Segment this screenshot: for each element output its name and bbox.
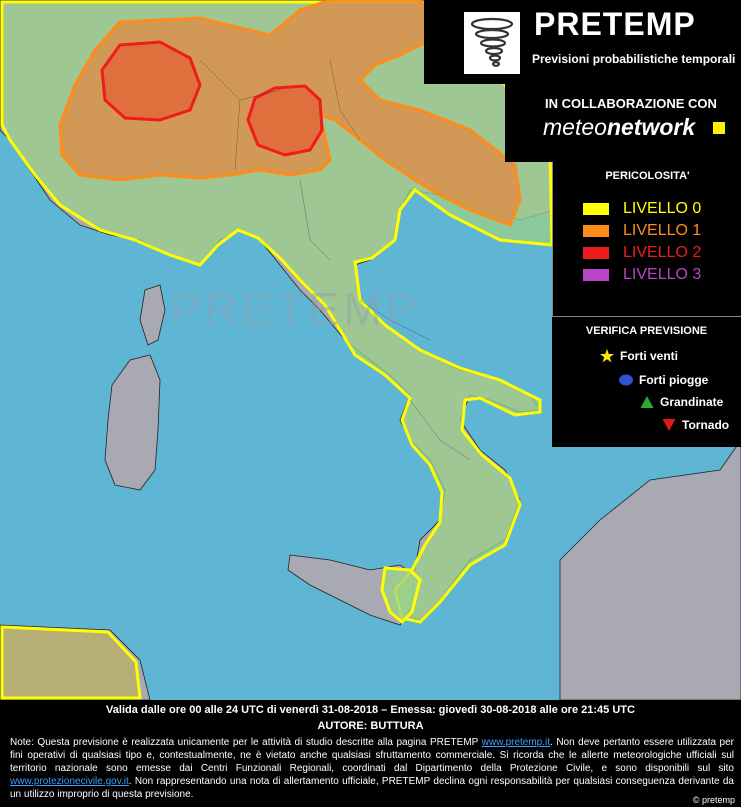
- star-icon: [600, 349, 614, 363]
- zone-level0-africa: [2, 627, 140, 698]
- legend-swatch: [583, 225, 609, 237]
- legend-level-label: LIVELLO 3: [623, 266, 702, 283]
- legend-level-1: [583, 222, 733, 242]
- zone-level2-east: [248, 86, 322, 155]
- validity-text: Valida dalle ore 00 alle 24 UTC di venerdì 31-08-2018 – Emessa: giovedì 30-08-2018 alle ore 21:45 UTC: [106, 704, 635, 716]
- brand-panel: [424, 0, 741, 84]
- circle-icon: [619, 373, 633, 387]
- author-text: AUTORE: BUTTURA: [317, 720, 424, 732]
- brand-subtitle: Previsioni probabilistiche temporali: [532, 52, 736, 66]
- land-corsica: [140, 285, 165, 345]
- legend-level-label: LIVELLO 0: [623, 200, 702, 217]
- map-watermark: PRETEMP: [170, 283, 421, 335]
- protezionecivile-link[interactable]: www.protezionecivile.gov.it: [10, 776, 129, 787]
- legend-level-2: [583, 244, 733, 264]
- land-sardinia: [105, 355, 160, 490]
- legend-verify-title: VERIFICA PREVISIONE: [585, 325, 708, 337]
- collab-brand-light: meteo: [543, 114, 607, 140]
- pretemp-link[interactable]: www.pretemp.it: [481, 737, 551, 748]
- collab-brand-bold: network: [606, 114, 696, 140]
- meteonetwork-logo: [543, 114, 695, 141]
- legend-swatch: [583, 269, 609, 281]
- triangle-down-icon: [662, 418, 676, 432]
- legend-levels-title: PERICOLOSITA': [605, 170, 690, 182]
- brand-title: PRETEMP: [534, 6, 696, 42]
- disclaimer-note: Note: Questa previsione è realizzata unicamente per le attività di studio descritte alla pagina PRETEMP www.pretemp.it. Non deve pertanto essere utilizzata per fini operativi di qualsiasi tipo e, contestualmente, ne è vietato anche qualsiasi sfruttamento commerciale. Si ricorda che le allerte meteorologiche ufficiali sul territorio nazionale sono emesse dai Centri Funzionali Regionali, coordinati dal Dipartimento della Protezione Civile, e sono disponibili sul sito www.protezionecivile.gov.it. Non rappresentando una nota di allertamento ufficiale, PRETEMP declina ogni responsabilità per qualsiasi conseguenza derivante da un utilizzo improprio di questa previsione.: [10, 737, 734, 800]
- legend-swatch: [583, 203, 609, 215]
- triangle-up-icon: [640, 395, 654, 409]
- legend-level-3: [583, 266, 733, 286]
- legend-swatch: [583, 247, 609, 259]
- collab-label: IN COLLABORAZIONE CON: [545, 96, 717, 111]
- logo-square-icon: [713, 122, 725, 134]
- legend-verify: VERIFICA PREVISIONE Forti venti Forti piogge Grandinate Tornado: [552, 317, 741, 447]
- tornado-icon: [464, 12, 520, 74]
- copyright: © pretemp: [692, 795, 735, 805]
- collab-panel: [505, 84, 741, 162]
- legend-level-0: [583, 200, 733, 220]
- legend-level-label: LIVELLO 2: [623, 244, 702, 261]
- legend-level-label: LIVELLO 1: [623, 222, 702, 239]
- footer: [0, 700, 741, 807]
- legend-levels: [552, 162, 741, 317]
